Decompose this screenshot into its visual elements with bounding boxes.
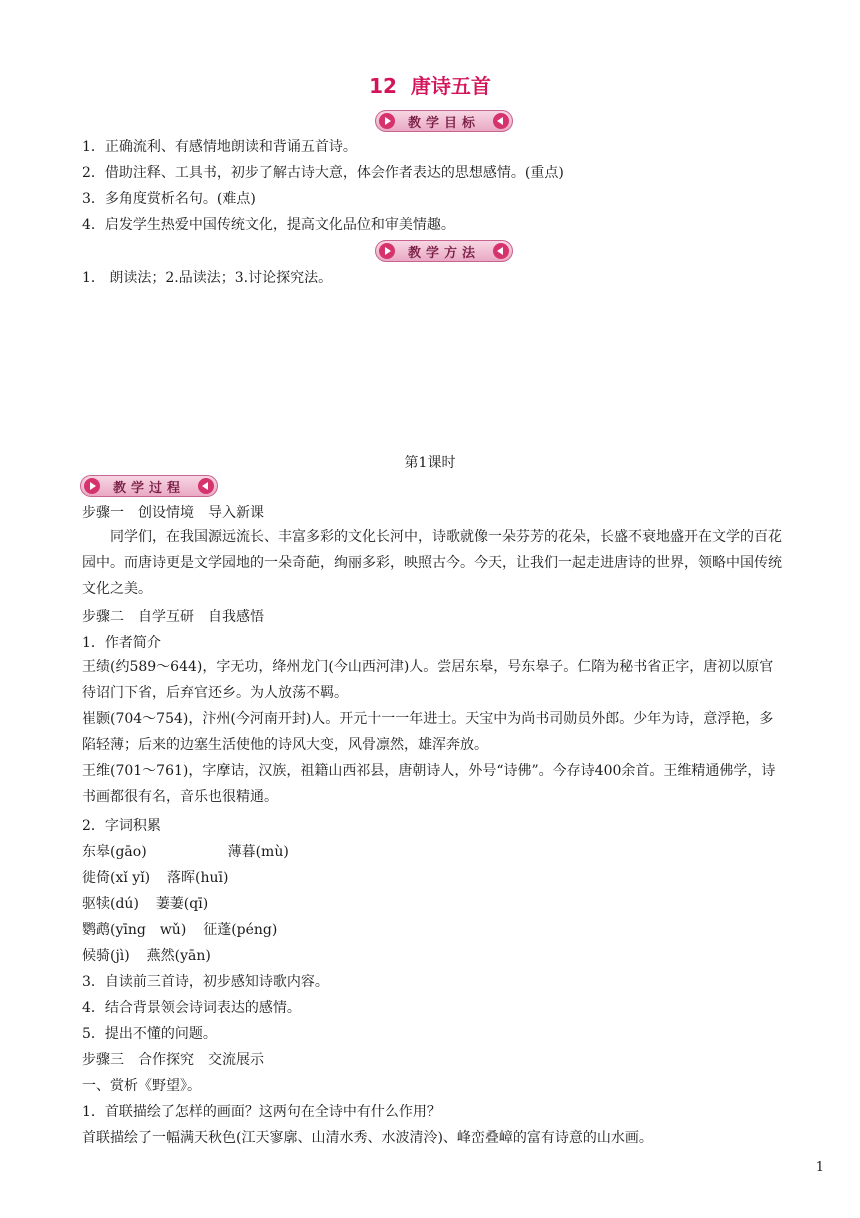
step-3-heading: 步骤三 合作探究 交流展示 xyxy=(82,1052,264,1068)
vocab-row xyxy=(82,946,211,966)
process-banner: 教学过程 xyxy=(80,475,218,497)
goal-3: 3．多角度赏析名句。(难点) xyxy=(82,191,256,207)
step-item-5: 5．提出不懂的问题。 xyxy=(82,1026,217,1042)
vocab-row xyxy=(82,842,289,862)
lesson-period: 第1课时 xyxy=(404,455,456,471)
step-item-3: 3．自读前三首诗，初步感知诗歌内容。 xyxy=(82,974,329,990)
goal-1: 1．正确流利、有感情地朗读和背诵五首诗。 xyxy=(82,139,357,155)
vocab-word: 鹦鹉(yīng wǔ) xyxy=(82,922,187,938)
author-wangwei: 王维(701～761)，字摩诘，汉族，祖籍山西祁县，唐朝诗人，外号“诗佛”。今存诗400余首。王维精通佛学，诗书画都很有名，音乐也很精通。 xyxy=(82,763,776,805)
vocab-word: 徙倚(xǐ yǐ) xyxy=(82,870,151,886)
answer-1: 首联描绘了一幅满天秋色(江天寥廓、山清水秀、水波清泠)、峰峦叠嶂的富有诗意的山水画。 xyxy=(82,1130,653,1146)
methods-banner: 教学方法 xyxy=(375,240,513,262)
author-wangji: 王绩(约589～644)，字无功，绛州龙门(今山西河津)人。尝居东皋，号东皋子。仁隋为秘书省正字，唐初以原官待诏门下省，后弃官还乡。为人放荡不羁。 xyxy=(82,659,774,701)
intro-paragraph: 同学们，在我国源远流长、丰富多彩的文化长河中，诗歌就像一朵芬芳的花朵，长盛不衰地盛开在文学的百花园中。而唐诗更是文学园地的一朵奇葩，绚丽多彩，映照古今。今天，让我们一起走进唐诗的世界，领略中国传统文化之美。 xyxy=(82,529,782,597)
vocab-word: 萋萋(qī) xyxy=(155,896,209,912)
goals-banner: 教学目标 xyxy=(375,110,513,132)
arrow-right-icon xyxy=(379,243,395,259)
author-cuihao: 崔颢(704～754)，汴州(今河南开封)人。开元十一一年进士。天宝中为尚书司勋员外郎。少年为诗，意浮艳，多陷轻薄；后来的边塞生活使他的诗风大变，风骨凛然，雄浑奔放。 xyxy=(82,711,774,753)
step-2-heading: 步骤二 自学互研 自我感悟 xyxy=(82,609,264,625)
goal-2: 2．借助注释、工具书，初步了解古诗大意，体会作者表达的思想感情。(重点) xyxy=(82,165,564,181)
vocab-word: 东皋(gāo) xyxy=(82,844,147,860)
arrow-right-icon xyxy=(379,113,395,129)
authors-heading: 1．作者简介 xyxy=(82,635,161,651)
step-1-heading: 步骤一 创设情境 导入新课 xyxy=(82,505,264,521)
step-item-4: 4．结合背景领会诗词表达的感情。 xyxy=(82,1000,301,1016)
vocab-heading: 2．字词积累 xyxy=(82,818,161,834)
methods-text: 1． 朗读法；2.品读法；3.讨论探究法。 xyxy=(82,270,333,286)
vocab-word: 候骑(jì) xyxy=(82,948,130,964)
vocab-row xyxy=(82,894,208,914)
section-heading: 一、赏析《野望》。 xyxy=(82,1078,201,1094)
question-1: 1．首联描绘了怎样的画面？这两句在全诗中有什么作用？ xyxy=(82,1104,441,1120)
vocab-word: 落晖(huī) xyxy=(167,870,229,886)
arrow-left-icon xyxy=(198,478,214,494)
arrow-left-icon xyxy=(493,113,509,129)
vocab-row xyxy=(82,868,228,888)
arrow-right-icon xyxy=(84,478,100,494)
vocab-word: 征蓬(péng) xyxy=(203,922,278,938)
lesson-title: 唐诗五首 xyxy=(410,74,491,98)
goal-4: 4．启发学生热爱中国传统文化，提高文化品位和审美情趣。 xyxy=(82,217,455,233)
page-number: 1 xyxy=(815,1160,824,1175)
vocab-row xyxy=(82,920,277,940)
vocab-word: 燕然(yān) xyxy=(146,948,211,964)
arrow-left-icon xyxy=(493,243,509,259)
vocab-word: 薄暮(mù) xyxy=(227,844,289,860)
page-title xyxy=(0,70,860,99)
lesson-number: 12 xyxy=(369,74,397,98)
vocab-word: 驱犊(dú) xyxy=(82,896,139,912)
